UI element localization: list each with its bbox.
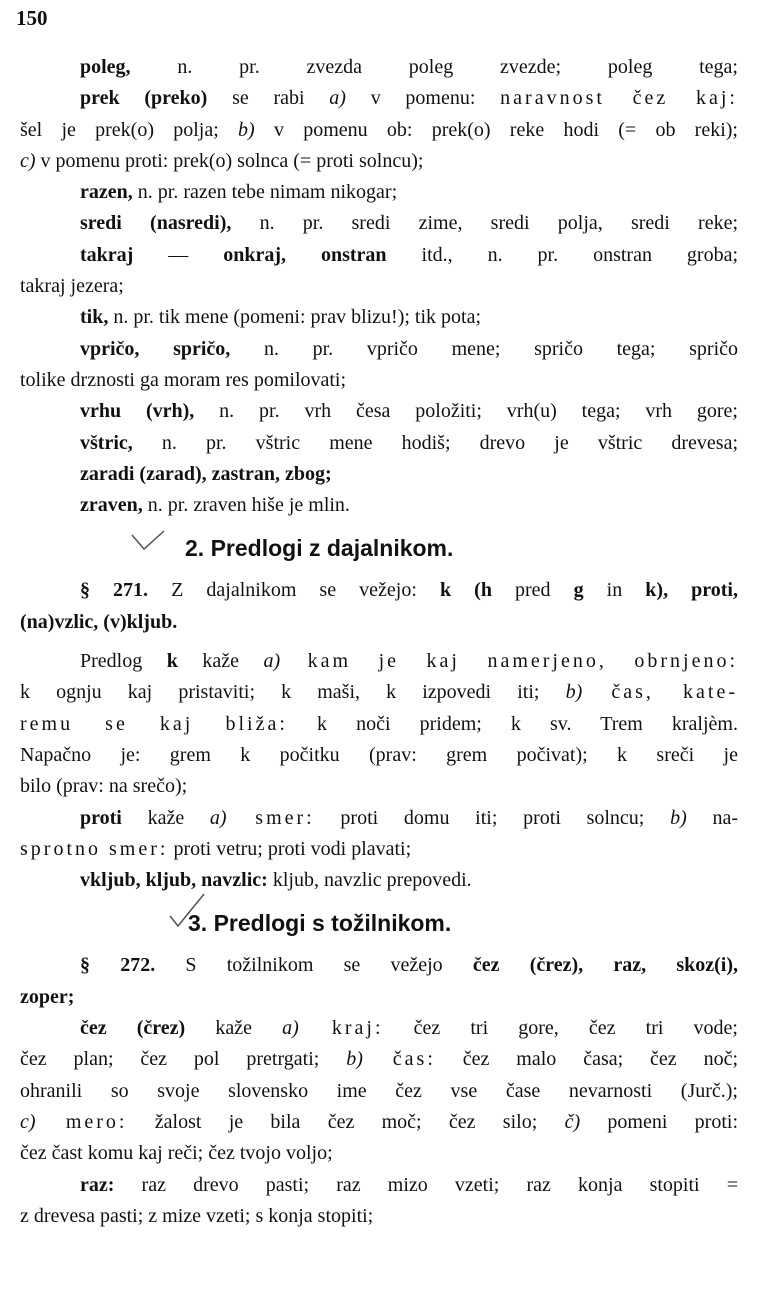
predlog-k-spaced: kam je kaj namerjeno, obrnjeno:	[280, 650, 739, 673]
term-cez: čez (črez)	[80, 1017, 186, 1040]
entry-vrhu-text: n. pr. vrh česa položiti; vrh(u) tega; vrh gore;	[194, 400, 738, 423]
entry-takraj-line1	[20, 240, 738, 271]
raz-line2: z drevesa pasti; z mize vzeti; s konja stopiti;	[20, 1204, 374, 1227]
proti-text: kaže	[121, 806, 210, 829]
term-onkraj: onkraj, onstran	[223, 243, 387, 266]
cez-text: pomeni proti:	[580, 1110, 739, 1133]
predlog-k-text: k noči pridem; k sv. Trem kraljèm.	[287, 712, 738, 735]
entry-razen-text: n. pr. razen tebe nimam nikogar;	[132, 181, 398, 204]
section-heading-3	[20, 896, 738, 950]
para-271-line1	[20, 575, 738, 606]
predlog-k-text: Predlog	[80, 650, 167, 673]
predlog-k-line3	[20, 709, 738, 740]
term-zaradi: zaradi (zarad), zastran, zbog;	[80, 462, 332, 485]
proti-text: na-	[686, 806, 738, 829]
vkljub-line	[20, 865, 738, 896]
term-vprico: vpričo, spričo,	[80, 337, 231, 360]
cez-spaced: mero:	[35, 1110, 128, 1133]
entry-sredi	[20, 208, 738, 239]
term-tik: tik,	[80, 306, 109, 329]
entry-takraj-text: itd., n. pr. onstran groba;	[386, 243, 738, 266]
marker-a: a)	[282, 1017, 299, 1040]
entry-zraven-text: n. pr. zraven hiše je mlin.	[142, 494, 350, 517]
term-h: h	[480, 579, 492, 602]
entry-razen	[20, 177, 738, 208]
entry-zaradi	[20, 459, 738, 490]
paren: ),	[656, 579, 669, 602]
marker-b: b)	[670, 806, 687, 829]
section-heading-3-text: 3. Predlogi s tožilnikom.	[188, 910, 452, 937]
raz-text: raz drevo pasti; raz mizo vzeti; raz konja stopiti =	[114, 1173, 738, 1196]
marker-b: b)	[565, 681, 583, 704]
pencil-check-icon	[168, 892, 208, 932]
cez-text: čez malo časa; čez noč;	[435, 1048, 739, 1071]
para-272-line2: zoper;	[20, 985, 75, 1008]
cez-text: žalost je bila čez moč; čez silo;	[127, 1110, 565, 1133]
entry-tik	[20, 302, 738, 333]
section-heading-2	[20, 521, 738, 575]
entry-prek-spaced: naravnost čez kaj:	[500, 87, 738, 110]
entry-prek-text: v pomenu ob: prek(o) reke hodi (= ob reki);	[254, 118, 738, 141]
page-number: 150	[16, 6, 48, 30]
entry-prek-text: v pomenu proti: prek(o) solnca (= proti solncu);	[35, 149, 424, 172]
paragraph-label-271: § 271.	[80, 579, 149, 602]
marker-b: b)	[346, 1048, 363, 1071]
proti-text: proti domu iti; proti solncu;	[314, 806, 671, 829]
paren: (	[451, 579, 481, 602]
entry-prek-text: v pomenu:	[345, 87, 501, 110]
predlog-k-line5: bilo (prav: na srečo);	[20, 775, 188, 798]
term-sredi: sredi (nasredi),	[80, 212, 232, 235]
predlog-k-spaced: čas, kate-	[582, 681, 738, 704]
cez-line5: čez čast komu kaj reči; čez tvojo voljo;	[20, 1142, 333, 1165]
predlog-k-line1	[20, 646, 738, 677]
cez-line1	[20, 1013, 738, 1044]
entry-vprico-line2: tolike drznosti ga moram res pomilovati;	[20, 368, 347, 391]
cez-text: čez plan; čez pol pretrgati;	[20, 1048, 347, 1071]
para-271-text: in	[583, 579, 646, 602]
predlog-k-line2	[20, 677, 738, 708]
cez-line4	[20, 1107, 738, 1138]
entry-sredi-text: n. pr. sredi zime, sredi polja, sredi reke;	[231, 212, 738, 235]
pencil-check-icon	[130, 527, 170, 557]
cez-text: čez tri gore, čez tri vode;	[383, 1017, 738, 1040]
entry-poleg-text: n. pr. zvezda poleg zvezde; poleg tega;	[130, 56, 738, 78]
term-vkljub: vkljub, kljub, navzlic:	[80, 869, 268, 892]
marker-c-caron: č)	[564, 1110, 581, 1133]
dash: —	[133, 243, 224, 266]
cez-text: kaže	[185, 1017, 283, 1040]
proti-text: proti vetru; proti vodi plavati;	[168, 837, 412, 860]
entry-tik-text: n. pr. tik mene (pomeni: prav blizu!); tik pota;	[108, 306, 482, 329]
paragraph-label-272: § 272.	[80, 954, 156, 977]
predlog-k-spaced: remu se kaj bliža:	[20, 712, 288, 735]
vkljub-text: kljub, navzlic prepovedi.	[267, 869, 472, 892]
proti-line1	[20, 803, 738, 834]
marker-a: a)	[263, 650, 281, 673]
entry-vprico-line1	[20, 334, 738, 365]
entry-prek-line3	[20, 146, 738, 177]
term-k: k	[439, 579, 452, 602]
entry-prek-line2	[20, 115, 738, 146]
entry-vrhu	[20, 396, 738, 427]
term-g: g	[573, 579, 584, 602]
term-proti: proti,	[668, 579, 738, 602]
marker-c: c)	[20, 149, 36, 172]
page-text	[20, 52, 738, 1232]
entry-vprico-text: n. pr. vpričo mene; spričo tega; spričo	[230, 337, 739, 360]
marker-a: a)	[329, 87, 346, 110]
term-razen: razen,	[80, 181, 133, 204]
term-prek: prek (preko)	[80, 87, 208, 110]
cez-spaced: čas:	[362, 1048, 436, 1071]
predlog-k-line4: Napačno je: grem k počitku (prav: grem počivat); k sreči je	[20, 743, 738, 766]
predlog-k-text: kaže	[177, 650, 264, 673]
marker-a: a)	[209, 806, 227, 829]
term-k: k	[166, 650, 178, 673]
section-heading-2-text: 2. Predlogi z dajalnikom.	[185, 535, 454, 562]
entry-poleg	[20, 52, 738, 83]
term-raz: raz:	[80, 1173, 115, 1196]
raz-line1	[20, 1170, 738, 1201]
entry-takraj-line2: takraj jezera;	[20, 275, 124, 298]
proti-spaced: smer:	[226, 806, 315, 829]
entry-vstric-text: n. pr. vštric mene hodiš; drevo je vštric drevesa;	[132, 431, 738, 454]
entry-prek-text: se rabi	[207, 87, 330, 110]
marker-b: b)	[238, 118, 255, 141]
term-vrhu: vrhu (vrh),	[80, 400, 195, 423]
entry-prek-text: šel je prek(o) polja;	[20, 118, 239, 141]
terms-272: čez (črez), raz, skoz(i),	[472, 954, 739, 977]
cez-line2	[20, 1044, 738, 1075]
term-zraven: zraven,	[80, 494, 143, 517]
term-k: k	[645, 579, 657, 602]
para-271-text: Z dajalnikom se vežejo:	[148, 579, 440, 602]
term-takraj: takraj	[80, 243, 134, 266]
proti-line2	[20, 834, 738, 865]
term-vstric: vštric,	[80, 431, 133, 454]
entry-vstric	[20, 428, 738, 459]
marker-c: c)	[20, 1110, 36, 1133]
cez-spaced: kraj:	[298, 1017, 384, 1040]
predlog-k-text: k ognju kaj pristaviti; k maši, k izpovedi iti;	[20, 681, 566, 704]
proti-spaced: sprotno smer:	[20, 837, 169, 860]
para-272-text: S tožilnikom se vežejo	[155, 954, 473, 977]
para-272-line1	[20, 950, 738, 981]
para-271-line2: (na)vzlic, (v)kljub.	[20, 610, 178, 633]
term-proti: proti	[80, 806, 122, 829]
entry-prek-line1	[20, 83, 738, 114]
term-poleg: poleg,	[80, 56, 131, 78]
entry-zraven	[20, 490, 738, 521]
cez-line3: ohranili so svoje slovensko ime čez vse čase nevarnosti (Jurč.);	[20, 1079, 738, 1102]
para-271-text: pred	[491, 579, 574, 602]
